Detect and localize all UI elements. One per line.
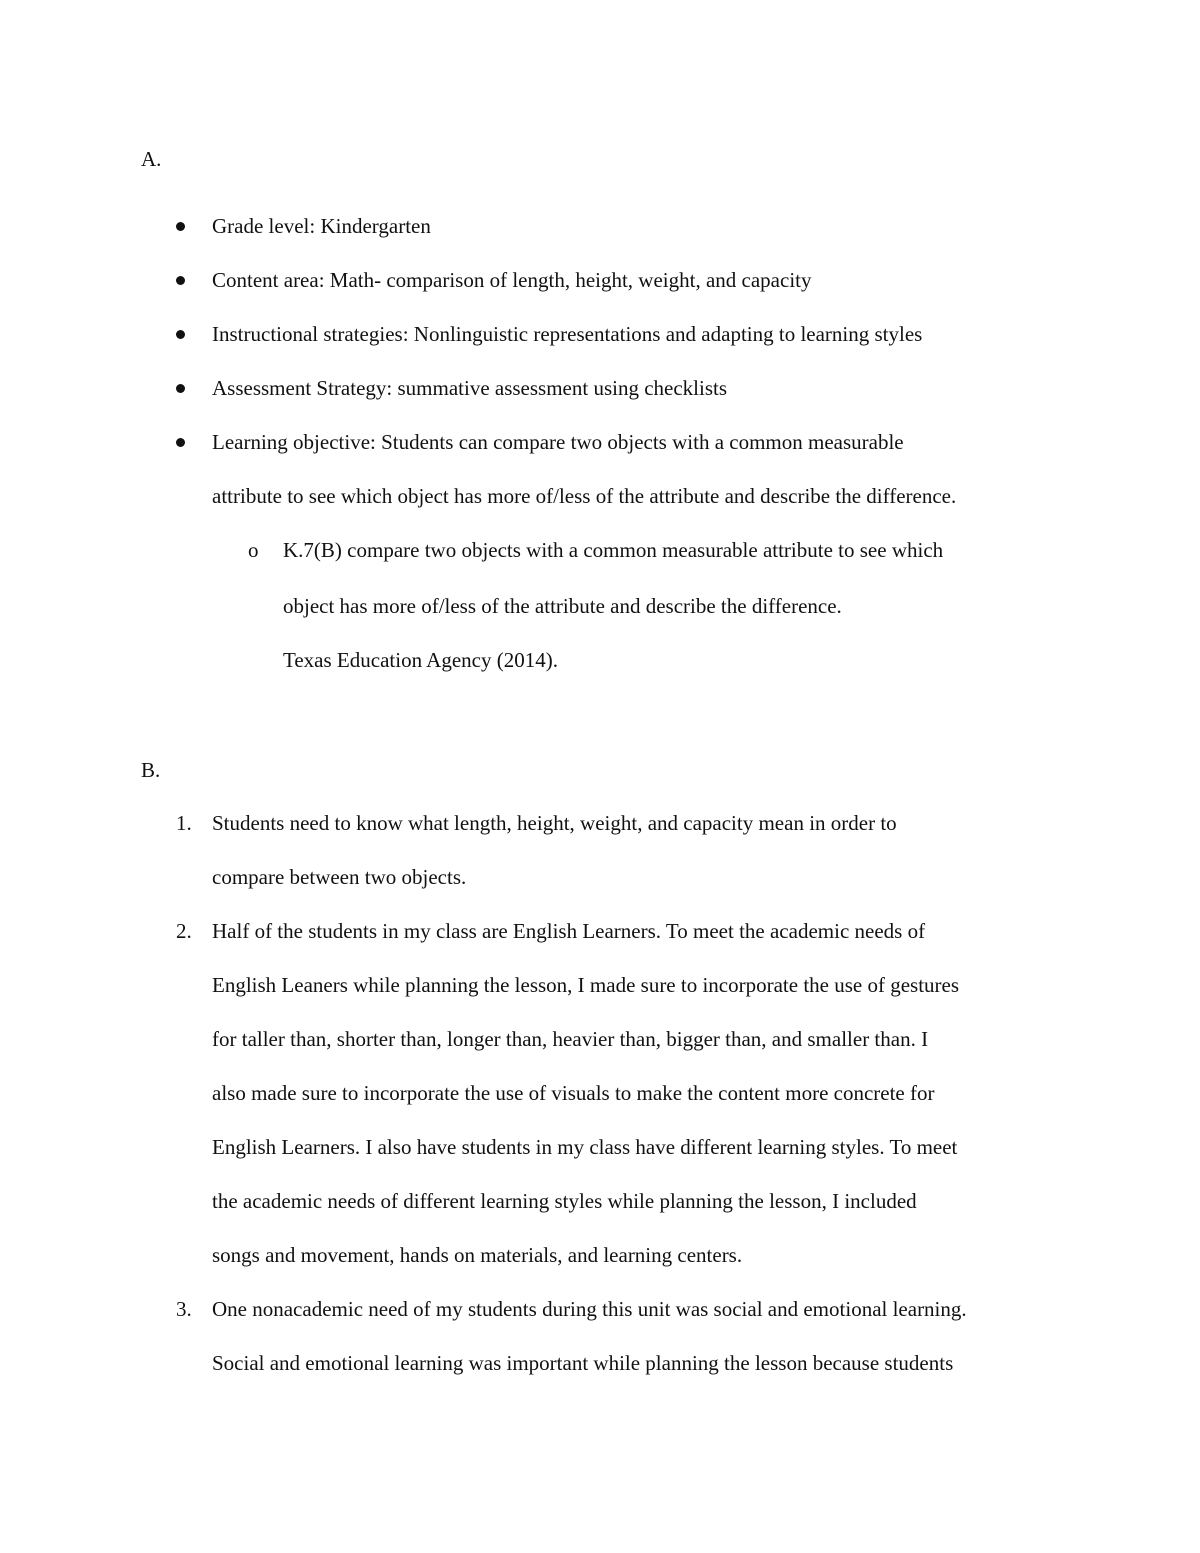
list-number: 2. <box>176 919 192 943</box>
content-area-text: Content area: Math- comparison of length, height, weight, and capacity <box>212 268 812 292</box>
grade-level-text: Grade level: Kindergarten <box>212 214 431 238</box>
assessment-strategy-text: Assessment Strategy: summative assessment using checklists <box>212 376 728 400</box>
item-2-line-4: also made sure to incorporate the use of visuals to make the content more concrete for <box>212 1081 935 1105</box>
bullet-icon <box>176 276 185 285</box>
sub-bullet-marker: o <box>248 538 259 562</box>
list-number: 3. <box>176 1297 192 1321</box>
item-2-line-3: for taller than, shorter than, longer than, heavier than, bigger than, and smaller than. I <box>212 1027 929 1051</box>
item-1-line-1: Students need to know what length, height, weight, and capacity mean in order to <box>212 811 897 835</box>
citation-text: Texas Education Agency (2014). <box>283 648 558 672</box>
standard-text-line-2: object has more of/less of the attribute and describe the difference. <box>283 594 842 618</box>
standard-text-line-1: K.7(B) compare two objects with a common measurable attribute to see which <box>283 538 944 562</box>
item-2-line-6: the academic needs of different learning styles while planning the lesson, I included <box>212 1189 917 1213</box>
bullet-icon <box>176 438 185 447</box>
item-3-line-2: Social and emotional learning was important while planning the lesson because students <box>212 1351 954 1375</box>
bullet-icon <box>176 222 185 231</box>
list-number: 1. <box>176 811 192 835</box>
section-b-heading: B. <box>141 758 161 782</box>
instructional-strategies-text: Instructional strategies: Nonlinguistic representations and adapting to learning styles <box>212 322 923 346</box>
item-2-line-2: English Leaners while planning the lesson, I made sure to incorporate the use of gestures <box>212 973 960 997</box>
bullet-icon <box>176 330 185 339</box>
item-2-line-1: Half of the students in my class are English Learners. To meet the academic needs of <box>212 919 926 943</box>
learning-objective-text-line-2: attribute to see which object has more of/less of the attribute and describe the difference. <box>212 484 957 508</box>
bullet-icon <box>176 384 185 393</box>
section-a-heading: A. <box>141 147 162 171</box>
item-3-line-1: One nonacademic need of my students during this unit was social and emotional learning. <box>212 1297 967 1321</box>
learning-objective-text-line-1: Learning objective: Students can compare two objects with a common measurable <box>212 430 904 454</box>
item-2-line-5: English Learners. I also have students in my class have different learning styles. To meet <box>212 1135 958 1159</box>
item-2-line-7: songs and movement, hands on materials, and learning centers. <box>212 1243 743 1267</box>
item-1-line-2: compare between two objects. <box>212 865 467 889</box>
